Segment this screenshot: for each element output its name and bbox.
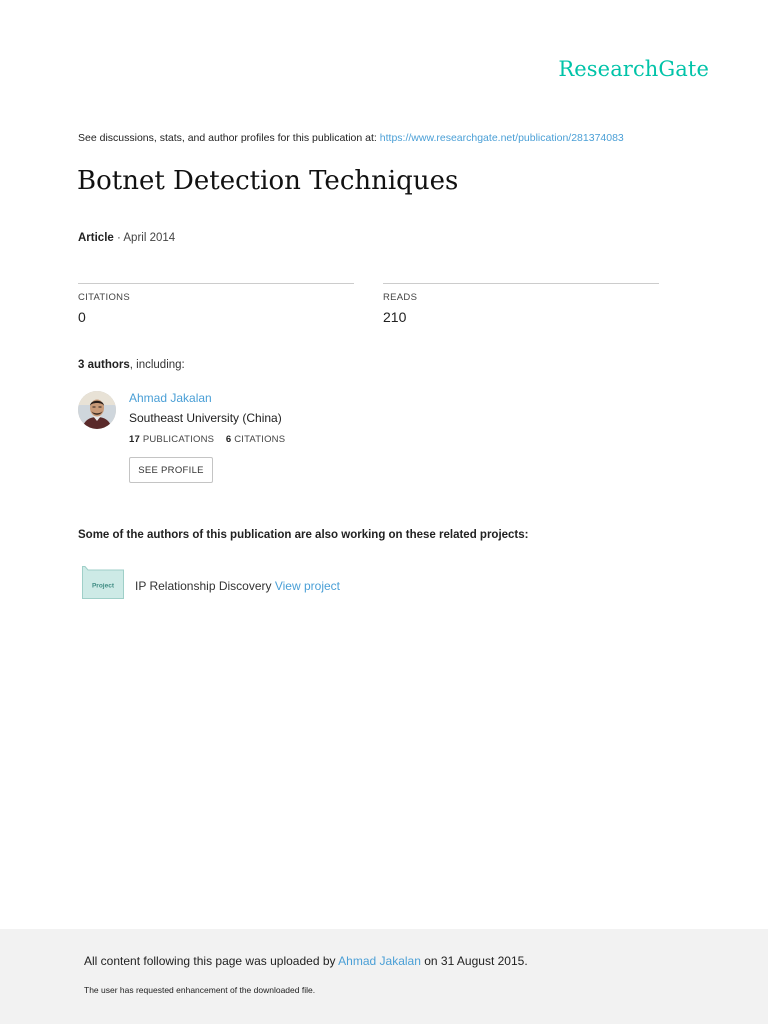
enhancement-note: The user has requested enhancement of the downloaded file. — [84, 985, 316, 995]
project-folder-icon — [82, 566, 124, 599]
citations-value: 0 — [78, 309, 86, 325]
author-publications-count: 17 — [129, 434, 140, 445]
authors-heading — [78, 359, 185, 371]
citations-label: CITATIONS — [78, 292, 130, 303]
uploader-link[interactable]: Ahmad Jakalan — [338, 954, 421, 968]
see-discussions-text: See discussions, stats, and author profiles for this publication at: — [78, 132, 377, 144]
footer — [0, 929, 768, 1024]
article-type: Article — [78, 232, 114, 244]
project-icon-label: Project — [91, 582, 115, 590]
related-projects-heading: Some of the authors of this publication are also working on these related projects: — [78, 529, 529, 541]
see-discussions-line — [78, 132, 624, 144]
view-project-link[interactable]: View project — [274, 579, 340, 593]
publication-title: Botnet Detection Techniques — [77, 166, 459, 196]
author-citations-label: CITATIONS — [234, 434, 286, 445]
author-citations-count: 6 — [225, 434, 232, 445]
researchgate-logo[interactable]: ResearchGate — [558, 57, 709, 81]
author-publications-label: PUBLICATIONS — [142, 434, 215, 445]
author-stats — [129, 434, 285, 445]
authors-count: 3 authors — [78, 359, 130, 371]
reads-value: 210 — [383, 309, 407, 325]
citations-stat — [78, 283, 354, 325]
see-profile-button[interactable]: SEE PROFILE — [129, 457, 213, 483]
uploaded-prefix: All content following this page was uploaded by — [84, 954, 339, 968]
uploaded-by-line — [84, 954, 528, 968]
author-institution: Southeast University (China) — [129, 411, 282, 425]
author-avatar[interactable] — [78, 391, 116, 429]
author-photo-icon — [78, 391, 116, 429]
project-name: IP Relationship Discovery — [135, 579, 275, 593]
project-item — [135, 579, 340, 593]
publication-url-link[interactable]: https://www.researchgate.net/publication/281374083 — [379, 132, 624, 144]
author-name-link[interactable]: Ahmad Jakalan — [129, 391, 212, 405]
article-meta — [78, 232, 175, 244]
article-date: · April 2014 — [113, 232, 176, 244]
uploaded-suffix: on 31 August 2015. — [420, 954, 528, 968]
reads-stat — [383, 283, 659, 325]
reads-label: READS — [383, 292, 418, 303]
authors-suffix: , including: — [129, 359, 185, 371]
